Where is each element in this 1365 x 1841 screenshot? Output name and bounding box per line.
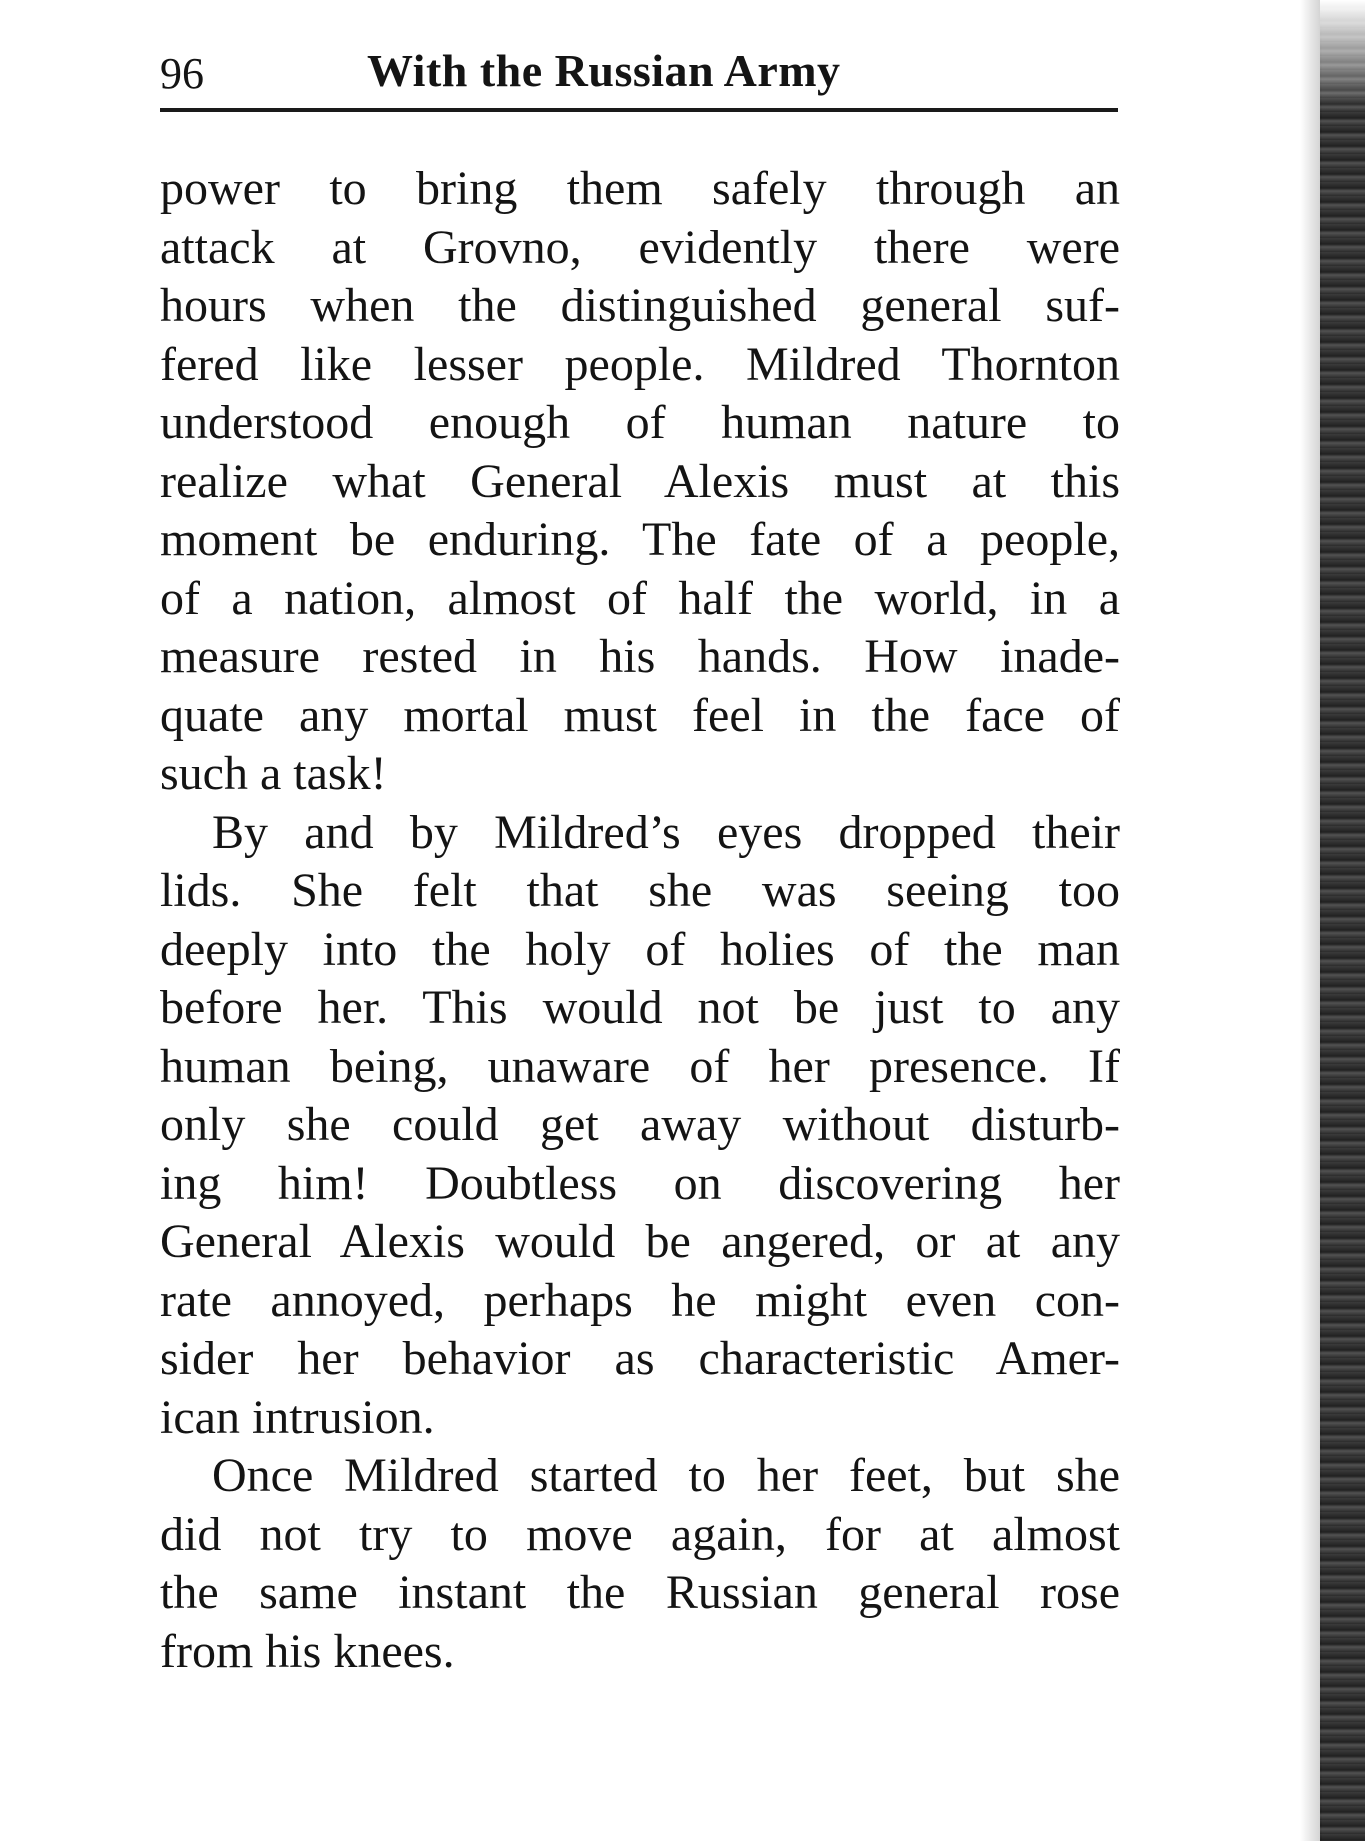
scan-edge-top-fade bbox=[1320, 0, 1365, 110]
text-line: attack at Grovno, evidently there were bbox=[160, 220, 1120, 274]
text-line: realize what General Alexis must at this bbox=[160, 454, 1120, 508]
text-line: lids. She felt that she was seeing too bbox=[160, 864, 1120, 917]
text-line: before her. This would not be just to any bbox=[160, 981, 1120, 1034]
text-line: ing him! Doubtless on discovering her bbox=[160, 1156, 1120, 1210]
text-line: ican intrusion. bbox=[160, 1390, 435, 1444]
page-number: 96 bbox=[160, 49, 204, 98]
text-line: understood enough of human nature to bbox=[160, 396, 1120, 449]
text-line: human being, unaware of her presence. If bbox=[160, 1039, 1120, 1093]
text-line: the same instant the Russian general rose bbox=[160, 1566, 1120, 1619]
text-line: measure rested in his hands. How inade- bbox=[160, 630, 1120, 683]
scanned-page-edge bbox=[1320, 0, 1365, 1841]
header-rule bbox=[160, 108, 1118, 112]
text-line: power to bring them safely through an bbox=[160, 162, 1120, 215]
text-line: did not try to move again, for at almost bbox=[160, 1507, 1120, 1561]
text-line: moment be enduring. The fate of a people, bbox=[160, 513, 1120, 566]
paragraph-3 bbox=[160, 1447, 1120, 1681]
text-line: only she could get away without disturb- bbox=[160, 1098, 1120, 1151]
text-line: By and by Mildred’s eyes dropped their bbox=[212, 805, 1120, 859]
text-line: of a nation, almost of half the world, in a bbox=[160, 571, 1120, 625]
paragraph-2 bbox=[160, 804, 1120, 1448]
text-line: sider her behavior as characteristic Amer- bbox=[160, 1332, 1120, 1385]
running-title: With the Russian Army bbox=[367, 45, 841, 96]
text-line: deeply into the holy of holies of the man bbox=[160, 922, 1120, 976]
body-text bbox=[160, 160, 1120, 1681]
text-line: General Alexis would be angered, or at any bbox=[160, 1215, 1120, 1268]
paragraph-1 bbox=[160, 160, 1120, 804]
scan-shadow bbox=[1300, 0, 1322, 1841]
text-line: from his knees. bbox=[160, 1624, 455, 1678]
text-line: Once Mildred started to her feet, but she bbox=[212, 1449, 1120, 1502]
text-line: quate any mortal must feel in the face of bbox=[160, 688, 1120, 742]
text-line: hours when the distinguished general suf- bbox=[160, 279, 1120, 332]
text-line: fered like lesser people. Mildred Thornton bbox=[160, 337, 1120, 391]
text-line: rate annoyed, perhaps he might even con- bbox=[160, 1273, 1120, 1327]
running-header bbox=[160, 44, 1118, 112]
text-line: such a task! bbox=[160, 747, 387, 800]
